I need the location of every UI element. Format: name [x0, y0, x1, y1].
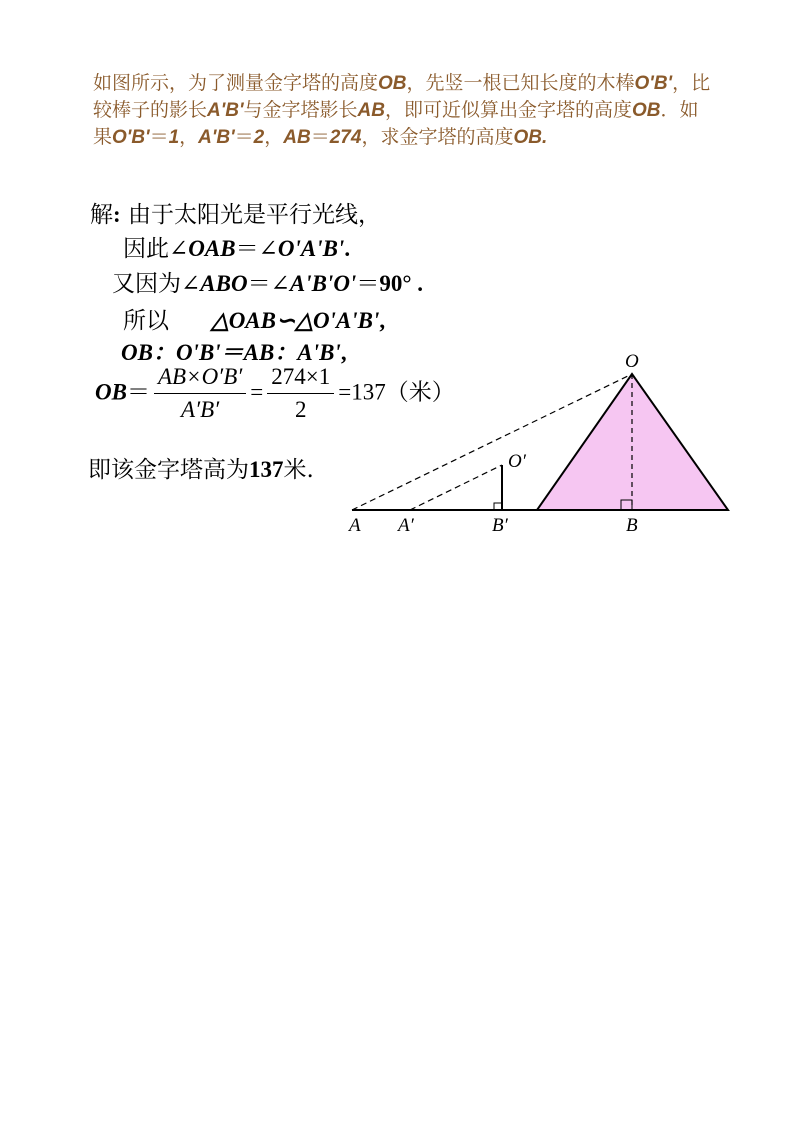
solution-text: 又因为∠: [112, 271, 201, 297]
problem-text: ＝: [234, 126, 254, 148]
solution-text: 即该金字塔高为: [88, 457, 249, 483]
problem-text: ．如果: [93, 99, 699, 148]
problem-math: A'B': [207, 100, 244, 121]
right-angle-mark-b-prime: [494, 503, 502, 510]
problem-math: 274: [329, 127, 362, 148]
solution-text: ＝: [356, 271, 380, 297]
solution-math: OAB: [188, 236, 236, 261]
problem-text: ＝: [310, 126, 330, 148]
solution-label: 解: [90, 202, 113, 228]
solution-math: OB: [95, 379, 127, 405]
problem-text: ＝: [149, 126, 169, 148]
problem-text: ，求金字塔的高度: [361, 126, 514, 148]
solution-math: A'B'O': [289, 271, 357, 296]
label-b-prime: B′: [492, 515, 508, 536]
problem-math: A'B': [198, 127, 235, 148]
solution-text: ＝∠: [247, 271, 290, 297]
problem-math: OB: [631, 100, 661, 121]
problem-math: OB.: [513, 127, 548, 148]
solution-text: ＝∠: [235, 236, 278, 262]
problem-math: AB: [357, 100, 385, 121]
solution-math: 137: [249, 457, 284, 482]
fraction-denominator: A′B′: [181, 397, 220, 422]
label-a-prime: A′: [398, 515, 414, 536]
label-o: O: [625, 351, 639, 372]
problem-math: AB: [283, 127, 311, 148]
problem-math: 2: [253, 127, 265, 148]
solution-text: 因此∠: [123, 236, 189, 262]
sunray-a-prime-o-prime: [410, 465, 502, 510]
solution-text: 米.: [283, 457, 314, 483]
problem-text: ，即可近似算出金字塔的高度: [384, 99, 632, 121]
solution-text: .: [344, 236, 351, 261]
problem-text: ，: [264, 126, 284, 148]
solution-text: ° .: [402, 271, 424, 296]
solution-math: O'A'B': [277, 236, 345, 261]
label-a: A: [349, 515, 361, 536]
solution-text: 由于太阳光是平行光线，: [120, 202, 381, 228]
problem-text: ，: [179, 126, 199, 148]
solution-math: ABO: [200, 271, 248, 296]
fraction-numerator: 274×1: [267, 364, 334, 394]
solution-math: 90: [379, 271, 403, 296]
label-o-prime: O′: [508, 451, 526, 472]
problem-text: ，比较棒子的影长: [93, 72, 711, 121]
problem-math: O'B': [112, 127, 150, 148]
label-b: B: [626, 515, 638, 536]
solution-math: OB：O'B'＝AB：A'B': [121, 340, 341, 365]
problem-text: 与金字塔影长: [243, 99, 358, 121]
problem-text: 如图所示，为了测量金字塔的高度: [93, 72, 379, 94]
solution-text: ,: [379, 308, 386, 333]
solution-colon: :: [113, 202, 121, 227]
problem-math: OB: [378, 73, 407, 94]
solution-math: △OAB∽△O'A'B': [211, 308, 380, 333]
solution-text: 所以: [123, 308, 169, 334]
solution-text: ＝: [126, 379, 150, 405]
fraction-denominator: 2: [295, 397, 307, 422]
problem-text: ，先竖一根已知长度的木棒: [406, 72, 635, 94]
solution-text: ,: [340, 340, 347, 365]
problem-math: O'B': [634, 73, 673, 94]
fraction-numerator: AB×O′B′: [154, 364, 246, 394]
problem-math: 1: [168, 127, 180, 148]
solution-text: =137（米）: [338, 379, 455, 405]
solution-text: =: [250, 379, 264, 405]
